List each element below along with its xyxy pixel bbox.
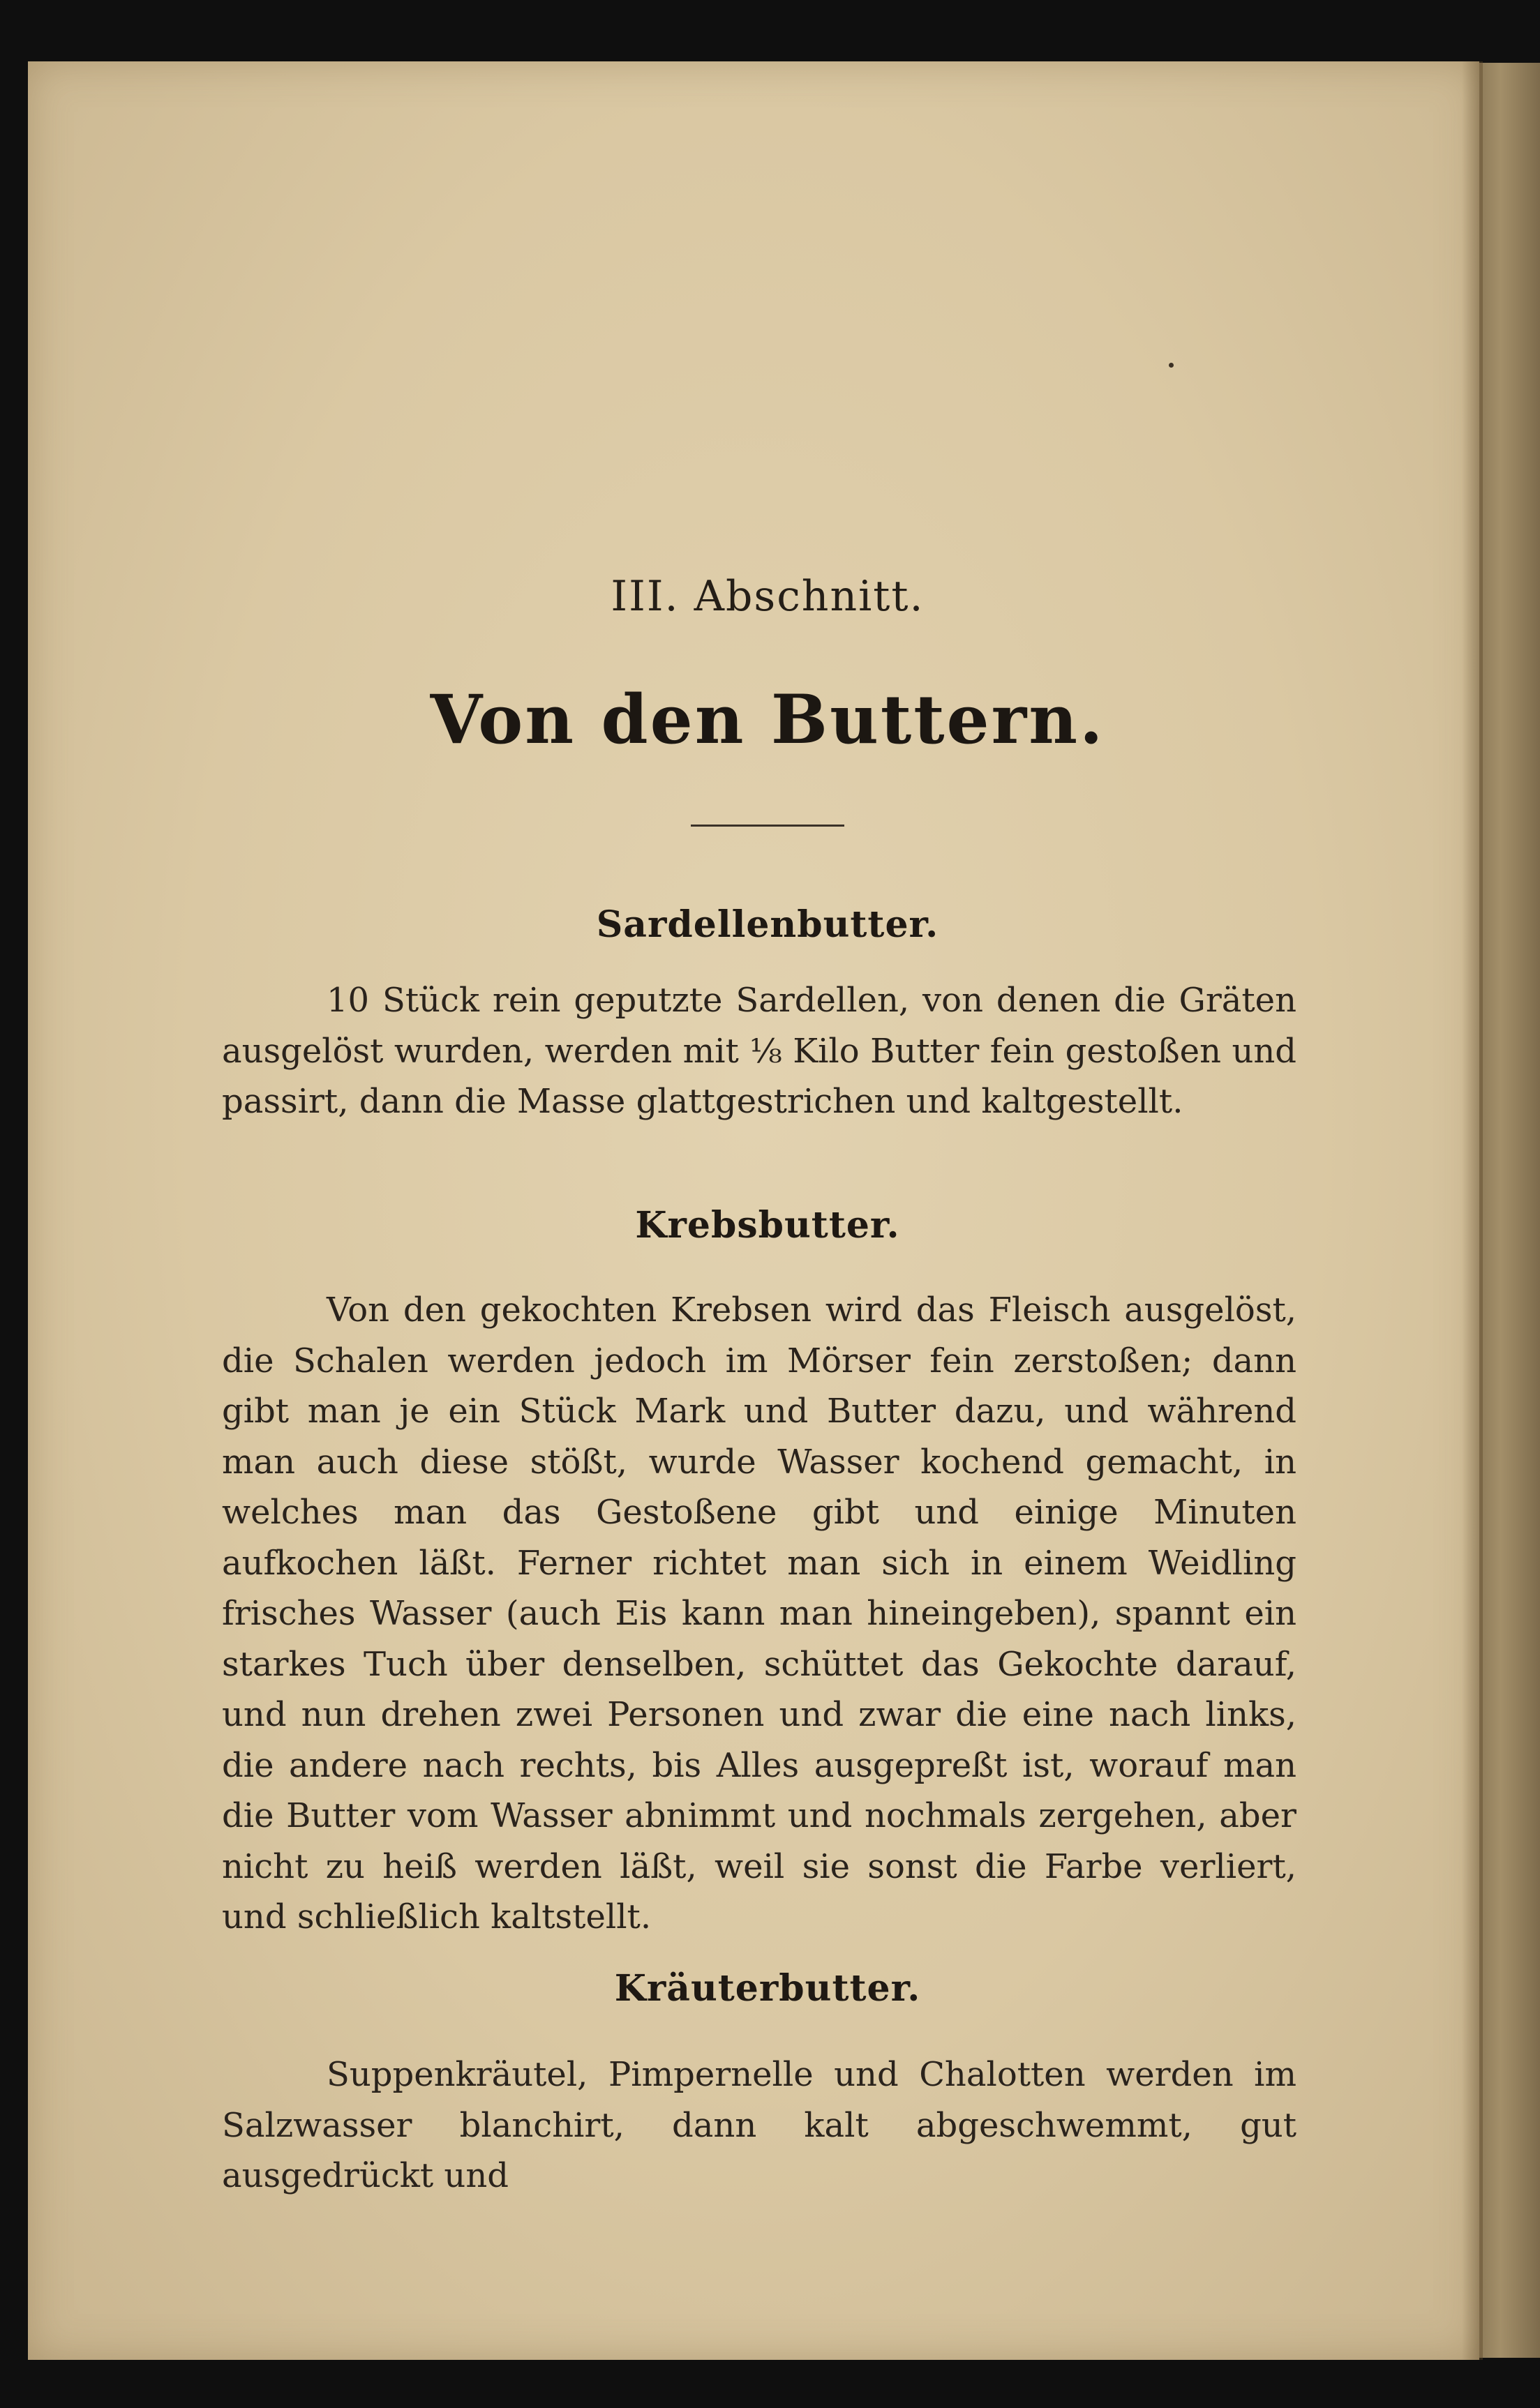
recipe-text-sardellenbutter: 10 Stück rein geputzte Sardellen, von denen die Gräten ausgelöst wurden, werden mit ⅛ Kilo Butter fein gestoßen und passirt, dann die Masse glattgestrichen und kaltgestellt.	[222, 981, 1296, 1121]
recipe-title-krebsbutter: Krebsbutter.	[635, 1204, 900, 1247]
recipe-text-kraeuterbutter: Suppenkräutel, Pimpernelle und Chalotten werden im Salzwasser blanchirt, dann kalt abgeschwemmt, gut ausgedrückt und	[222, 2055, 1296, 2195]
recipe-title-sardellenbutter: Sardellenbutter.	[596, 903, 939, 946]
chapter-title: Von den Buttern.	[430, 680, 1105, 759]
recipe-title-kraeuterbutter: Kräuterbutter.	[614, 1967, 921, 2010]
section-heading: III. Abschnitt.	[611, 572, 925, 621]
title-divider-rule	[691, 825, 844, 827]
recipe-text-krebsbutter: Von den gekochten Krebsen wird das Fleisch ausgelöst, die Schalen werden jedoch im Mörser fein zerstoßen; dann gibt man je ein Stück Mark und Butter dazu, und während man auch diese stößt, wurde Wasser kochend gemacht, in welches man das Gestoßene gibt und einige Minuten aufkochen läßt. Ferner richtet man sich in einem Weidling frisches Wasser (auch Eis kann man hineingeben), spannt ein starkes Tuch über denselben, schüttet das Gekochte darauf, und nun drehen zwei Personen und zwar die eine nach links, die andere nach rechts, bis Alles ausgepreßt ist, worauf man die Butter vom Wasser abnimmt und nochmals zergehen, aber nicht zu heiß werden läßt, weil sie sonst die Farbe verliert, und schließlich kaltstellt.	[222, 1290, 1296, 1936]
page-gutter-shadow	[1462, 61, 1483, 2360]
adjacent-page-edge	[1479, 63, 1540, 2358]
paper-speck	[1169, 363, 1174, 368]
